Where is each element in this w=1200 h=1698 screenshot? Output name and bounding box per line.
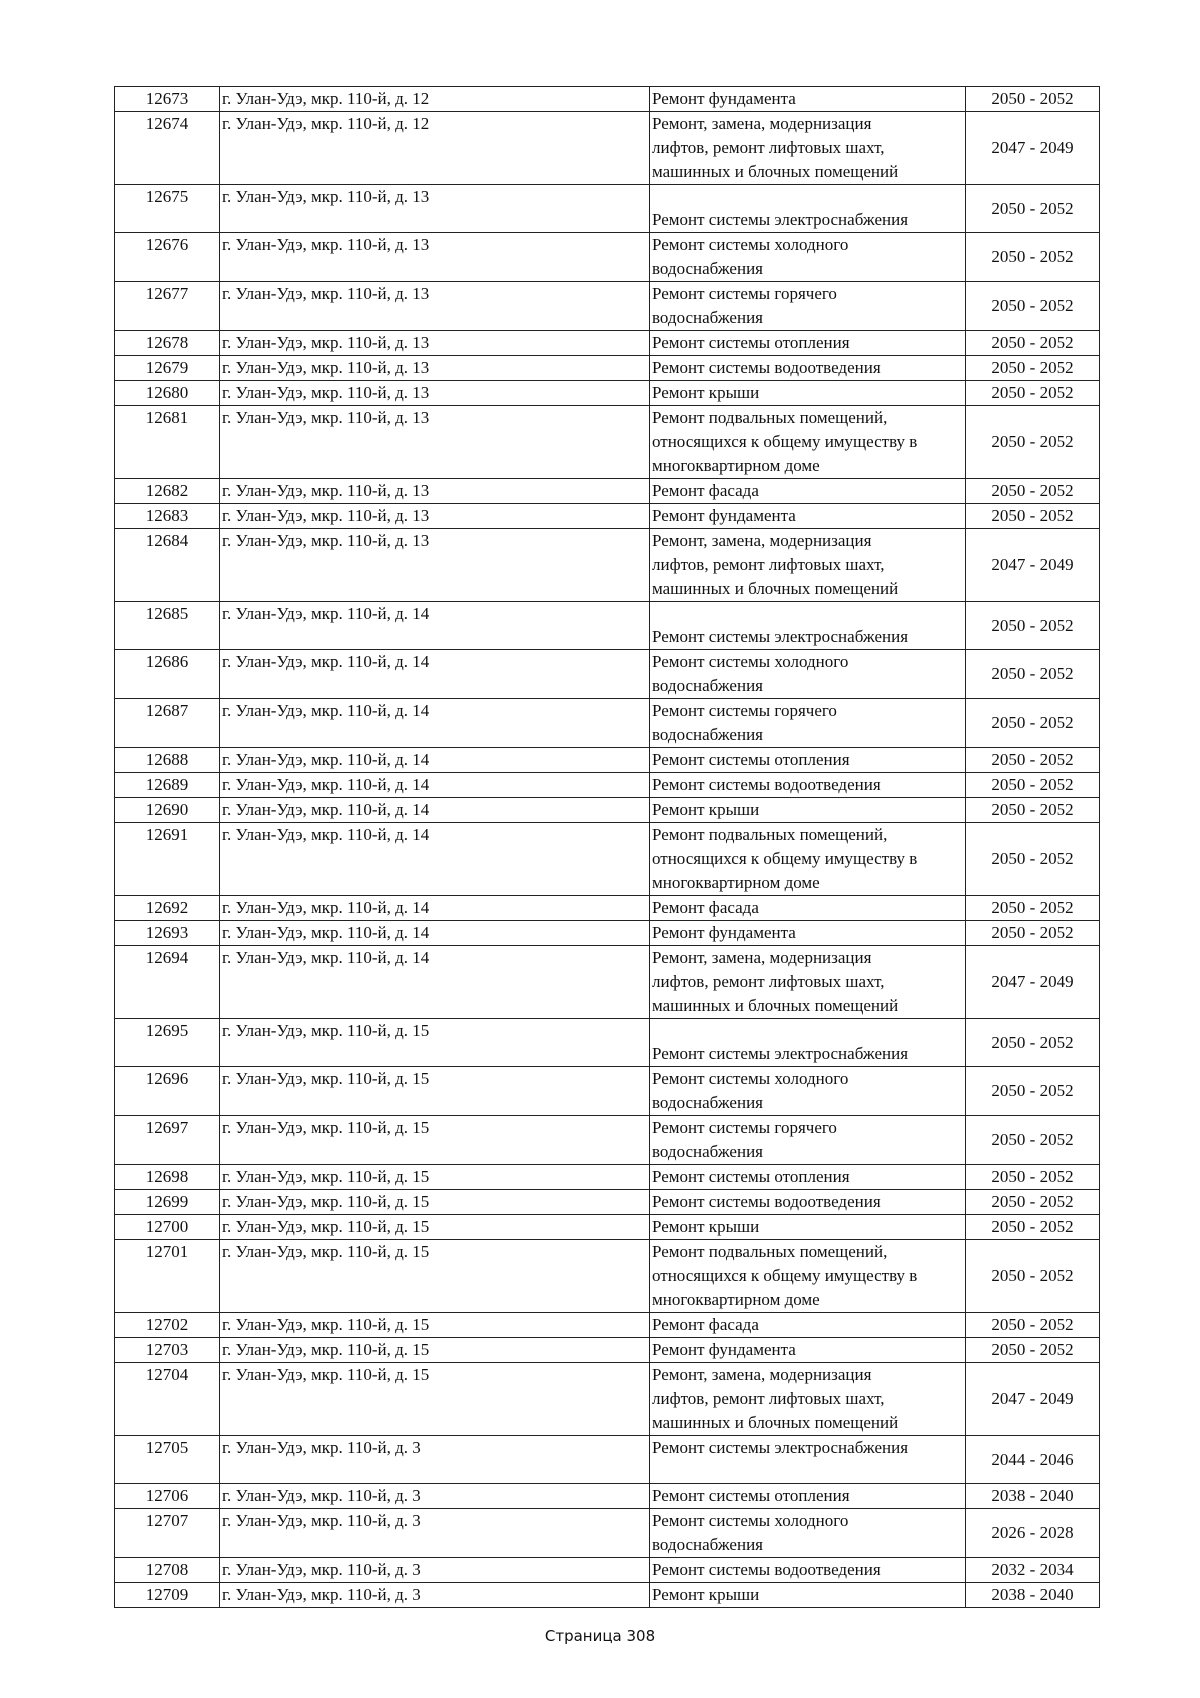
row-work-type: Ремонт подвальных помещений, относящихся к общему имуществу в многоквартирном доме — [650, 406, 966, 479]
table-row — [115, 1338, 1100, 1363]
table-row — [115, 331, 1100, 356]
row-work-type: Ремонт подвальных помещений, относящихся к общему имуществу в многоквартирном доме — [650, 1240, 966, 1313]
row-address: г. Улан-Удэ, мкр. 110-й, д. 15 — [220, 1190, 650, 1215]
table-row — [115, 381, 1100, 406]
page-number: Страница 308 — [544, 1627, 656, 1645]
row-period: 2050 - 2052 — [966, 1313, 1100, 1338]
table-row — [115, 896, 1100, 921]
row-address: г. Улан-Удэ, мкр. 110-й, д. 13 — [220, 356, 650, 381]
row-address: г. Улан-Удэ, мкр. 110-й, д. 13 — [220, 233, 650, 282]
row-number: 12689 — [115, 773, 220, 798]
row-address: г. Улан-Удэ, мкр. 110-й, д. 14 — [220, 896, 650, 921]
row-address: г. Улан-Удэ, мкр. 110-й, д. 14 — [220, 602, 650, 650]
row-number: 12706 — [115, 1484, 220, 1509]
row-work-type: Ремонт системы отопления — [650, 1165, 966, 1190]
row-number: 12683 — [115, 504, 220, 529]
row-work-type: Ремонт системы отопления — [650, 748, 966, 773]
table-row — [115, 650, 1100, 699]
row-address: г. Улан-Удэ, мкр. 110-й, д. 14 — [220, 946, 650, 1019]
row-number: 12679 — [115, 356, 220, 381]
row-work-type: Ремонт, замена, модернизация лифтов, ремонт лифтовых шахт, машинных и блочных помещений — [650, 529, 966, 602]
row-work-type: Ремонт системы электроснабжения — [650, 185, 966, 233]
row-number: 12708 — [115, 1558, 220, 1583]
row-work-type: Ремонт системы водоотведения — [650, 1558, 966, 1583]
table-row — [115, 823, 1100, 896]
row-work-type: Ремонт системы водоотведения — [650, 356, 966, 381]
table-row — [115, 699, 1100, 748]
table-row — [115, 1363, 1100, 1436]
row-address: г. Улан-Удэ, мкр. 110-й, д. 15 — [220, 1240, 650, 1313]
row-work-type: Ремонт системы водоотведения — [650, 1190, 966, 1215]
row-number: 12691 — [115, 823, 220, 896]
row-address: г. Улан-Удэ, мкр. 110-й, д. 3 — [220, 1583, 650, 1608]
row-number: 12676 — [115, 233, 220, 282]
row-address: г. Улан-Удэ, мкр. 110-й, д. 13 — [220, 381, 650, 406]
row-number: 12709 — [115, 1583, 220, 1608]
row-address: г. Улан-Удэ, мкр. 110-й, д. 12 — [220, 87, 650, 112]
row-number: 12688 — [115, 748, 220, 773]
row-number: 12674 — [115, 112, 220, 185]
row-work-type: Ремонт крыши — [650, 798, 966, 823]
row-period: 2050 - 2052 — [966, 1165, 1100, 1190]
row-work-type: Ремонт фасада — [650, 479, 966, 504]
table-row — [115, 1165, 1100, 1190]
row-period: 2050 - 2052 — [966, 602, 1100, 650]
row-period: 2050 - 2052 — [966, 1240, 1100, 1313]
row-period: 2032 - 2034 — [966, 1558, 1100, 1583]
row-number: 12692 — [115, 896, 220, 921]
row-work-type: Ремонт системы отопления — [650, 331, 966, 356]
row-work-type: Ремонт фундамента — [650, 504, 966, 529]
table-row — [115, 946, 1100, 1019]
row-work-type: Ремонт системы электроснабжения — [650, 602, 966, 650]
row-work-type: Ремонт системы горячего водоснабжения — [650, 282, 966, 331]
row-period: 2050 - 2052 — [966, 331, 1100, 356]
row-period: 2050 - 2052 — [966, 1215, 1100, 1240]
table-row — [115, 1215, 1100, 1240]
row-number: 12677 — [115, 282, 220, 331]
table-row — [115, 1509, 1100, 1558]
row-number: 12693 — [115, 921, 220, 946]
row-address: г. Улан-Удэ, мкр. 110-й, д. 3 — [220, 1558, 650, 1583]
row-address: г. Улан-Удэ, мкр. 110-й, д. 14 — [220, 650, 650, 699]
table-row — [115, 282, 1100, 331]
row-period: 2050 - 2052 — [966, 185, 1100, 233]
row-number: 12703 — [115, 1338, 220, 1363]
row-period: 2038 - 2040 — [966, 1583, 1100, 1608]
row-period: 2050 - 2052 — [966, 1019, 1100, 1067]
row-number: 12673 — [115, 87, 220, 112]
table-row — [115, 1484, 1100, 1509]
row-number: 12704 — [115, 1363, 220, 1436]
row-number: 12702 — [115, 1313, 220, 1338]
row-work-type: Ремонт фундамента — [650, 921, 966, 946]
table-row — [115, 406, 1100, 479]
row-period: 2047 - 2049 — [966, 112, 1100, 185]
row-address: г. Улан-Удэ, мкр. 110-й, д. 3 — [220, 1509, 650, 1558]
row-address: г. Улан-Удэ, мкр. 110-й, д. 14 — [220, 748, 650, 773]
row-work-type: Ремонт фасада — [650, 896, 966, 921]
row-number: 12690 — [115, 798, 220, 823]
row-address: г. Улан-Удэ, мкр. 110-й, д. 14 — [220, 921, 650, 946]
row-period: 2047 - 2049 — [966, 946, 1100, 1019]
row-work-type: Ремонт системы холодного водоснабжения — [650, 233, 966, 282]
table-row — [115, 233, 1100, 282]
row-period: 2050 - 2052 — [966, 699, 1100, 748]
table-row — [115, 185, 1100, 233]
row-period: 2050 - 2052 — [966, 650, 1100, 699]
row-period: 2050 - 2052 — [966, 896, 1100, 921]
row-address: г. Улан-Удэ, мкр. 110-й, д. 14 — [220, 798, 650, 823]
table-row — [115, 748, 1100, 773]
table-row — [115, 1116, 1100, 1165]
row-work-type: Ремонт системы горячего водоснабжения — [650, 1116, 966, 1165]
works-table — [114, 86, 1100, 1608]
row-number: 12694 — [115, 946, 220, 1019]
table-row — [115, 921, 1100, 946]
row-work-type: Ремонт крыши — [650, 1583, 966, 1608]
row-period: 2038 - 2040 — [966, 1484, 1100, 1509]
table-row — [115, 529, 1100, 602]
row-address: г. Улан-Удэ, мкр. 110-й, д. 15 — [220, 1363, 650, 1436]
row-address: г. Улан-Удэ, мкр. 110-й, д. 14 — [220, 823, 650, 896]
row-address: г. Улан-Удэ, мкр. 110-й, д. 15 — [220, 1116, 650, 1165]
row-work-type: Ремонт системы водоотведения — [650, 773, 966, 798]
row-address: г. Улан-Удэ, мкр. 110-й, д. 3 — [220, 1484, 650, 1509]
row-work-type: Ремонт системы электроснабжения — [650, 1436, 966, 1484]
row-period: 2050 - 2052 — [966, 504, 1100, 529]
table-row — [115, 1436, 1100, 1484]
row-number: 12707 — [115, 1509, 220, 1558]
row-number: 12680 — [115, 381, 220, 406]
row-work-type: Ремонт системы отопления — [650, 1484, 966, 1509]
row-period: 2050 - 2052 — [966, 823, 1100, 896]
table-row — [115, 1190, 1100, 1215]
table-row — [115, 1019, 1100, 1067]
row-number: 12695 — [115, 1019, 220, 1067]
row-number: 12686 — [115, 650, 220, 699]
row-number: 12675 — [115, 185, 220, 233]
table-row — [115, 87, 1100, 112]
row-address: г. Улан-Удэ, мкр. 110-й, д. 15 — [220, 1165, 650, 1190]
row-work-type: Ремонт подвальных помещений, относящихся к общему имуществу в многоквартирном доме — [650, 823, 966, 896]
row-address: г. Улан-Удэ, мкр. 110-й, д. 14 — [220, 699, 650, 748]
row-number: 12684 — [115, 529, 220, 602]
row-address: г. Улан-Удэ, мкр. 110-й, д. 12 — [220, 112, 650, 185]
table-row — [115, 112, 1100, 185]
row-work-type: Ремонт системы холодного водоснабжения — [650, 1509, 966, 1558]
row-number: 12696 — [115, 1067, 220, 1116]
row-period: 2050 - 2052 — [966, 233, 1100, 282]
table-row — [115, 602, 1100, 650]
row-work-type: Ремонт, замена, модернизация лифтов, ремонт лифтовых шахт, машинных и блочных помещений — [650, 1363, 966, 1436]
table-row — [115, 773, 1100, 798]
row-period: 2050 - 2052 — [966, 479, 1100, 504]
row-period: 2050 - 2052 — [966, 87, 1100, 112]
row-work-type: Ремонт системы холодного водоснабжения — [650, 650, 966, 699]
table-row — [115, 356, 1100, 381]
row-number: 12700 — [115, 1215, 220, 1240]
row-period: 2050 - 2052 — [966, 381, 1100, 406]
row-address: г. Улан-Удэ, мкр. 110-й, д. 15 — [220, 1313, 650, 1338]
row-number: 12682 — [115, 479, 220, 504]
row-period: 2050 - 2052 — [966, 282, 1100, 331]
table-row — [115, 1583, 1100, 1608]
row-number: 12681 — [115, 406, 220, 479]
row-work-type: Ремонт системы холодного водоснабжения — [650, 1067, 966, 1116]
row-address: г. Улан-Удэ, мкр. 110-й, д. 13 — [220, 282, 650, 331]
row-work-type: Ремонт фундамента — [650, 87, 966, 112]
table-row — [115, 1313, 1100, 1338]
row-work-type: Ремонт фасада — [650, 1313, 966, 1338]
works-table-body — [115, 87, 1100, 1608]
row-address: г. Улан-Удэ, мкр. 110-й, д. 13 — [220, 331, 650, 356]
row-period: 2050 - 2052 — [966, 1067, 1100, 1116]
row-number: 12705 — [115, 1436, 220, 1484]
row-address: г. Улан-Удэ, мкр. 110-й, д. 13 — [220, 504, 650, 529]
row-number: 12701 — [115, 1240, 220, 1313]
row-work-type: Ремонт крыши — [650, 1215, 966, 1240]
row-address: г. Улан-Удэ, мкр. 110-й, д. 14 — [220, 773, 650, 798]
row-period: 2050 - 2052 — [966, 921, 1100, 946]
row-number: 12685 — [115, 602, 220, 650]
row-work-type: Ремонт системы электроснабжения — [650, 1019, 966, 1067]
row-period: 2050 - 2052 — [966, 1116, 1100, 1165]
table-row — [115, 1240, 1100, 1313]
row-address: г. Улан-Удэ, мкр. 110-й, д. 13 — [220, 479, 650, 504]
table-row — [115, 479, 1100, 504]
table-row — [115, 504, 1100, 529]
row-period: 2050 - 2052 — [966, 1338, 1100, 1363]
row-period: 2044 - 2046 — [966, 1436, 1100, 1484]
row-period: 2050 - 2052 — [966, 798, 1100, 823]
row-period: 2050 - 2052 — [966, 1190, 1100, 1215]
row-work-type: Ремонт фундамента — [650, 1338, 966, 1363]
row-address: г. Улан-Удэ, мкр. 110-й, д. 15 — [220, 1215, 650, 1240]
row-address: г. Улан-Удэ, мкр. 110-й, д. 15 — [220, 1067, 650, 1116]
row-period: 2026 - 2028 — [966, 1509, 1100, 1558]
row-address: г. Улан-Удэ, мкр. 110-й, д. 13 — [220, 529, 650, 602]
row-number: 12699 — [115, 1190, 220, 1215]
table-row — [115, 1558, 1100, 1583]
row-address: г. Улан-Удэ, мкр. 110-й, д. 13 — [220, 185, 650, 233]
table-row — [115, 1067, 1100, 1116]
row-period: 2050 - 2052 — [966, 773, 1100, 798]
row-period: 2047 - 2049 — [966, 529, 1100, 602]
row-period: 2050 - 2052 — [966, 406, 1100, 479]
row-period: 2050 - 2052 — [966, 356, 1100, 381]
row-address: г. Улан-Удэ, мкр. 110-й, д. 3 — [220, 1436, 650, 1484]
row-work-type: Ремонт, замена, модернизация лифтов, ремонт лифтовых шахт, машинных и блочных помещений — [650, 112, 966, 185]
row-number: 12697 — [115, 1116, 220, 1165]
row-work-type: Ремонт, замена, модернизация лифтов, ремонт лифтовых шахт, машинных и блочных помещений — [650, 946, 966, 1019]
row-number: 12687 — [115, 699, 220, 748]
row-work-type: Ремонт системы горячего водоснабжения — [650, 699, 966, 748]
row-number: 12698 — [115, 1165, 220, 1190]
row-period: 2047 - 2049 — [966, 1363, 1100, 1436]
table-row — [115, 798, 1100, 823]
row-address: г. Улан-Удэ, мкр. 110-й, д. 15 — [220, 1338, 650, 1363]
row-address: г. Улан-Удэ, мкр. 110-й, д. 13 — [220, 406, 650, 479]
row-period: 2050 - 2052 — [966, 748, 1100, 773]
row-work-type: Ремонт крыши — [650, 381, 966, 406]
row-address: г. Улан-Удэ, мкр. 110-й, д. 15 — [220, 1019, 650, 1067]
row-number: 12678 — [115, 331, 220, 356]
